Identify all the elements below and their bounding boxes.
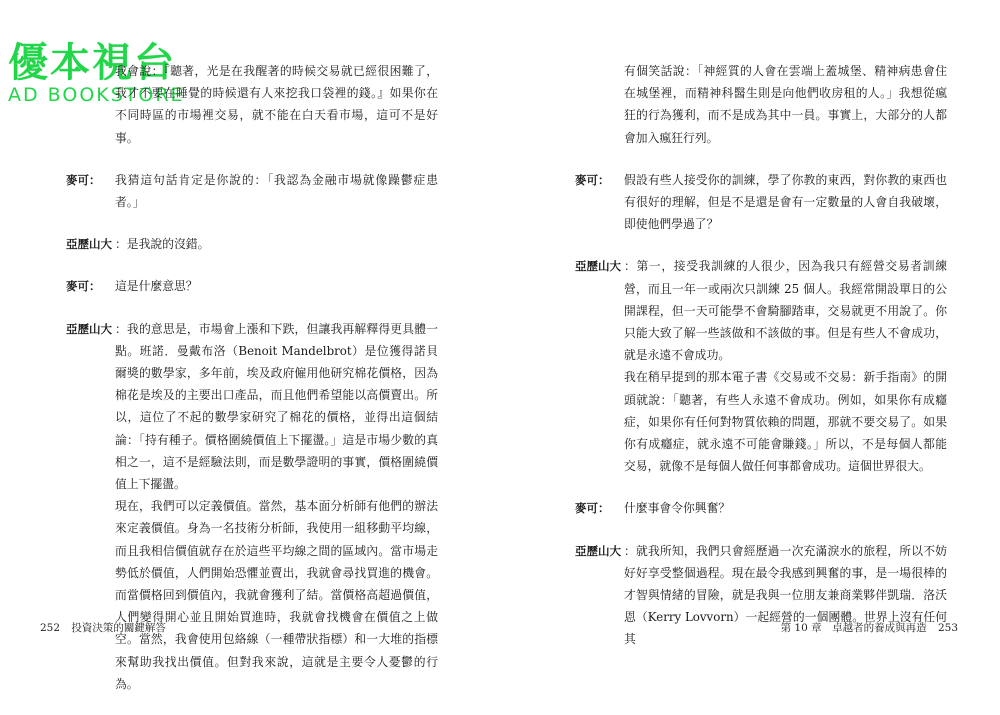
dialogue-paragraph: 我在稍早提到的那本電子書《交易或不交易：新手指南》的開頭就說：「聽著，有些人永遠不會成功。例如，如果你有成癮症，如果你有任何對物質依賴的問題，那就不要交易了。如果你有成癮症，就永遠不可能會賺錢。」所以，不是每個人都能交易，就像不是每個人做任何事都會成功。這個世界很大。 bbox=[624, 370, 947, 474]
dialogue-paragraph: 我會說：『聽著，光是在我醒著的時候交易就已經很困難了，我才不要在睡覺的時候還有人來挖我口袋裡的錢。』如果你在不同時區的市場裡交易，就不能在白天看市場，這可不是好事。 bbox=[115, 64, 438, 145]
speaker-label bbox=[66, 60, 115, 149]
speaker-label: 麥可： bbox=[66, 279, 101, 294]
dialogue-paragraph: ：我的意思是，市場會上漲和下跌，但讓我再解釋得更具體一點。班諾．曼戴布洛（Benoit Mandelbrot）是位獲得諾貝爾獎的數學家，多年前，埃及政府僱用他研究棉花價格，因為棉花是埃及的主要出口產品，而且他們希望能以高價賣出。所以，這位了不起的數學家研究了棉花的價格，並得出這個結論：「持有種子。價格圍繞價值上下擺盪。」這是市場少數的真相之一，這不是經驗法則，而是數學證明的事實，價格圍繞價值上下擺盪。 bbox=[115, 321, 438, 492]
right-page bbox=[575, 60, 947, 671]
dialogue-body bbox=[115, 169, 438, 213]
speaker-label: 亞歷山大 bbox=[66, 321, 112, 336]
dialogue-body bbox=[624, 60, 947, 149]
watermark-cjk-text: 優本視台 bbox=[8, 40, 176, 86]
left-page-number: 252 bbox=[40, 622, 61, 634]
dialogue-paragraph: 這是什麼意思？ bbox=[115, 279, 198, 294]
dialogue-entry bbox=[575, 169, 947, 236]
speaker-label: 亞歷山大 bbox=[66, 237, 112, 252]
dialogue-entry bbox=[575, 497, 947, 519]
dialogue-body bbox=[115, 60, 438, 149]
dialogue-entry bbox=[66, 275, 438, 297]
dialogue-body bbox=[115, 275, 438, 297]
speaker-label: 亞歷山大 bbox=[575, 543, 621, 558]
dialogue-paragraph: ：就我所知，我們只會經歷過一次充滿淚水的旅程，所以不妨好好享受整個過程。現在最令我感到興奮的事，是一場很棒的才智與情緒的冒險，就是我與一位朋友兼商業夥伴凱瑞．洛沃恩（Kerry Lovvorn）一起經營的一個團體。世界上沒有任何其 bbox=[624, 543, 947, 647]
right-page-footer bbox=[781, 620, 958, 635]
dialogue-entry bbox=[66, 318, 438, 695]
speaker-label bbox=[575, 60, 624, 149]
dialogue-body bbox=[624, 169, 947, 236]
dialogue-body bbox=[115, 233, 438, 255]
left-footer-book-title: 投資決策的關鍵解答 bbox=[71, 622, 166, 634]
dialogue-paragraph: 現在，我們可以定義價值。當然，基本面分析師有他們的辦法來定義價值。身為一名技術分析師，我使用一組移動平均線，而且我相信價值就存在於這些平均線之間的區域內。當市場走勢低於價值，人們開始恐懼並賣出，我就會尋找買進的機會。而當價格回到價值內，我就會獲利了結。當價格高超過價值，人們變得開心並且開始買進時，我就會找機會在價值之上做空。當然，我會使用包絡線（一種帶狀指標）和一大堆的指標來幫助我找出價值。但對我來說，這就是主要令人憂鬱的行為。 bbox=[115, 499, 438, 691]
dialogue-paragraph: 有個笑話說：「神經質的人會在雲端上蓋城堡、精神病患會住在城堡裡，而精神科醫生則是向他們收房租的人。」我想從瘋狂的行為獲利，而不是成為其中一員。事實上，大部分的人都會加入瘋狂行列。 bbox=[624, 64, 947, 145]
dialogue-body bbox=[115, 318, 438, 695]
dialogue-paragraph: 我猜這句話肯定是你說的：「我認為金融市場就像躁鬱症患者。」 bbox=[115, 172, 438, 210]
dialogue-body bbox=[624, 497, 947, 519]
dialogue-body bbox=[624, 255, 947, 477]
right-page-number: 253 bbox=[937, 622, 958, 634]
speaker-label: 麥可： bbox=[575, 172, 610, 187]
speaker-label: 麥可： bbox=[575, 501, 610, 516]
dialogue-paragraph: ：是我說的沒錯。 bbox=[115, 237, 210, 252]
dialogue-entry bbox=[575, 255, 947, 477]
dialogue-entry bbox=[66, 169, 438, 213]
dialogue-paragraph: ：第一，接受我訓練的人很少，因為我只有經營交易者訓練營，而且一年一或兩次只訓練 25 個人。我經常開設單日的公開課程，但一天可能學不會騎腳踏車，交易就更不用說了。你只能大致了解一些該做和不該做的事。但是有些人不會成功，就是永遠不會成功。 bbox=[624, 259, 947, 363]
right-footer-chapter-title: 第 10 章 卓越者的養成與再造 bbox=[780, 622, 927, 634]
dialogue-entry bbox=[66, 233, 438, 255]
dialogue-entry bbox=[66, 60, 438, 149]
left-page-footer bbox=[40, 620, 166, 635]
dialogue-paragraph: 什麼事會令你興奮？ bbox=[624, 501, 731, 516]
speaker-label: 麥可： bbox=[66, 172, 101, 187]
dialogue-entry bbox=[575, 60, 947, 149]
speaker-label: 亞歷山大 bbox=[575, 259, 621, 274]
dialogue-paragraph: 假設有些人接受你的訓練，學了你教的東西，對你教的東西也有很好的理解，但是不是還是會有一定數量的人會自我破壞，即使他們學過了？ bbox=[624, 172, 947, 232]
watermark-latin-text: AD BOOKSTORE bbox=[8, 84, 185, 106]
left-page bbox=[66, 60, 438, 715]
